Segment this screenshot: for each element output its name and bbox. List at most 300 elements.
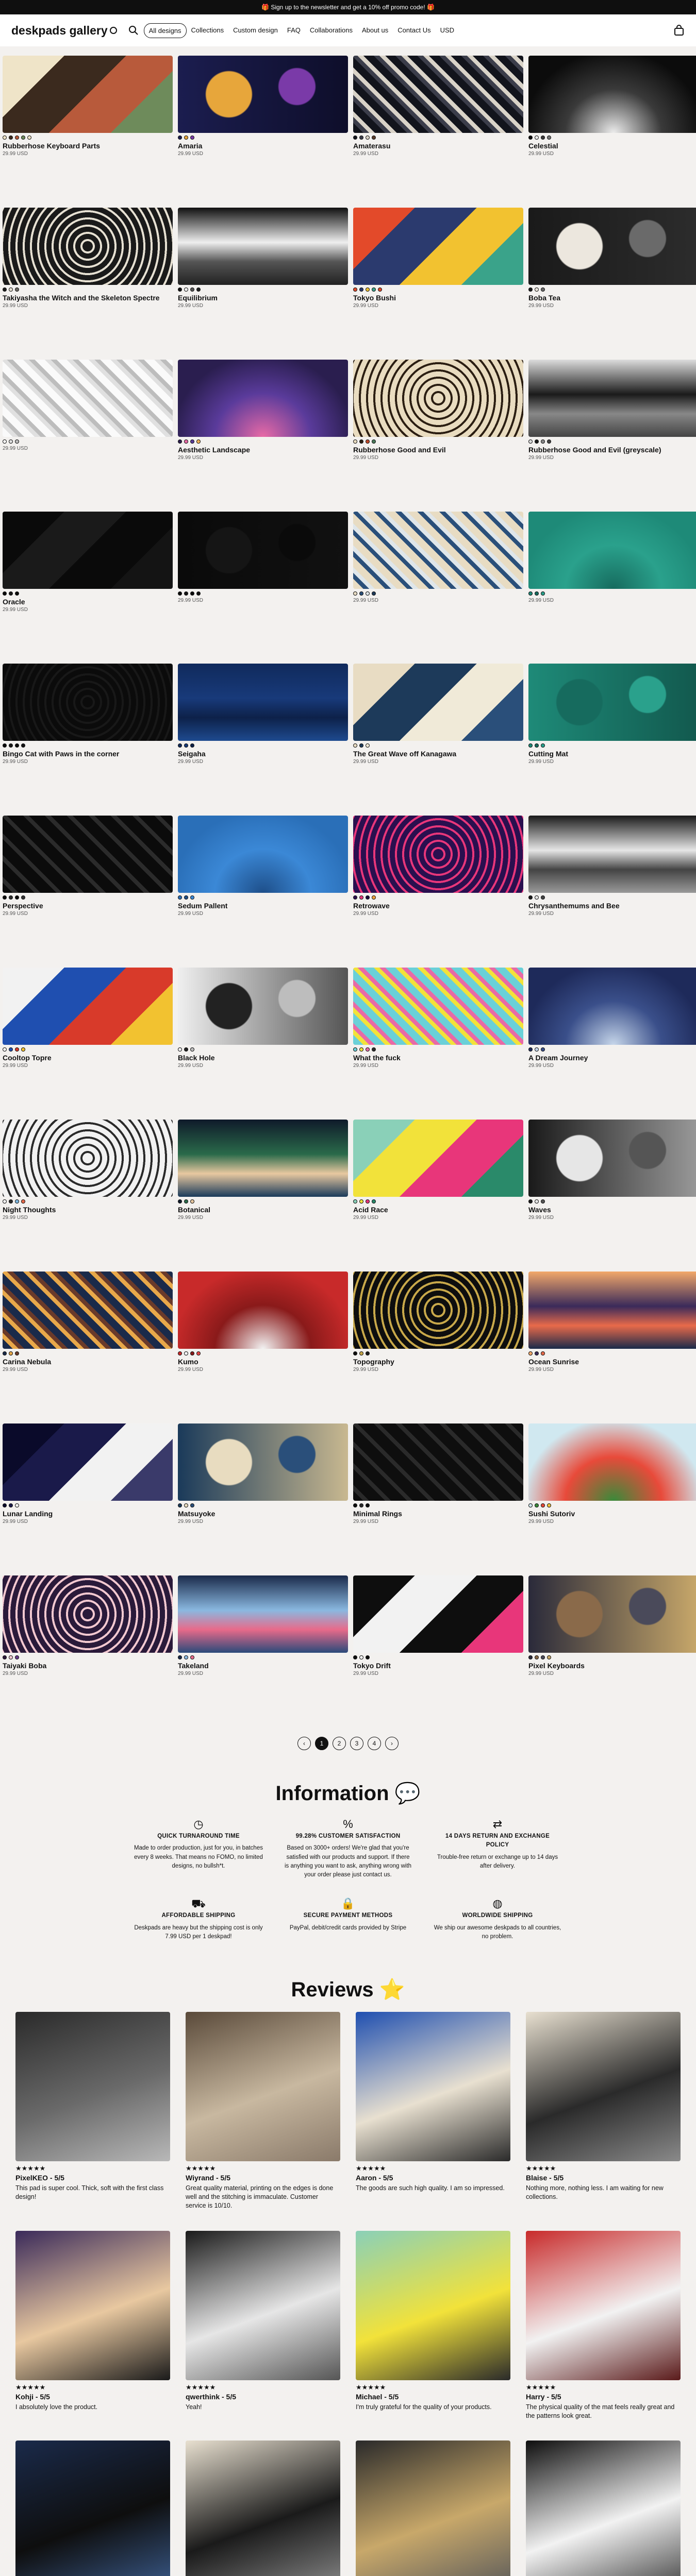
product-image[interactable]: [3, 360, 173, 437]
color-swatch[interactable]: [366, 1351, 370, 1355]
product-image[interactable]: [353, 1120, 523, 1197]
product-card[interactable]: [3, 816, 173, 968]
color-swatch[interactable]: [21, 743, 25, 748]
product-name[interactable]: Botanical: [178, 1206, 211, 1214]
color-swatch[interactable]: [547, 1503, 551, 1507]
color-swatch[interactable]: [3, 591, 7, 596]
product-name[interactable]: Takeland: [178, 1662, 209, 1670]
color-swatch[interactable]: [353, 1199, 357, 1204]
color-swatch[interactable]: [9, 135, 13, 140]
color-swatch[interactable]: [528, 135, 533, 140]
product-image[interactable]: [178, 816, 348, 893]
color-swatch[interactable]: [541, 1047, 545, 1052]
color-swatch[interactable]: [359, 1655, 363, 1659]
color-swatch[interactable]: [9, 743, 13, 748]
nav-item-collaborations[interactable]: Collaborations: [309, 26, 353, 34]
nav-item-faq[interactable]: FAQ: [287, 26, 301, 34]
product-name[interactable]: Cooltop Topre: [3, 1054, 52, 1062]
color-swatch[interactable]: [9, 1351, 13, 1355]
product-name[interactable]: Oracle: [3, 598, 25, 606]
product-card[interactable]: [528, 56, 696, 208]
product-card[interactable]: [3, 360, 173, 512]
product-name[interactable]: Sushi Sutoriv: [528, 1510, 575, 1518]
nav-item-about-us[interactable]: About us: [361, 26, 389, 34]
product-card[interactable]: [528, 968, 696, 1120]
color-swatch[interactable]: [535, 135, 539, 140]
color-swatch[interactable]: [15, 1199, 19, 1204]
color-swatch[interactable]: [372, 135, 376, 140]
product-image[interactable]: [3, 1423, 173, 1501]
color-swatch[interactable]: [21, 135, 25, 140]
color-swatch[interactable]: [178, 1503, 182, 1507]
color-swatch[interactable]: [366, 1047, 370, 1052]
product-card[interactable]: [353, 360, 523, 512]
color-swatch[interactable]: [372, 895, 376, 900]
color-swatch[interactable]: [184, 743, 188, 748]
color-swatch[interactable]: [9, 1503, 13, 1507]
color-swatch[interactable]: [541, 439, 545, 444]
product-card[interactable]: [178, 1272, 348, 1423]
color-swatch[interactable]: [535, 591, 539, 596]
product-card[interactable]: [3, 56, 173, 208]
color-swatch[interactable]: [528, 287, 533, 292]
product-name[interactable]: Chrysanthemums and Bee: [528, 902, 620, 910]
product-card[interactable]: [3, 664, 173, 816]
color-swatch[interactable]: [184, 895, 188, 900]
search-icon[interactable]: [128, 25, 139, 36]
color-swatch[interactable]: [21, 1199, 25, 1204]
product-card[interactable]: [353, 664, 523, 816]
color-swatch[interactable]: [366, 895, 370, 900]
nav-item-all-designs[interactable]: All designs: [144, 23, 187, 38]
color-swatch[interactable]: [178, 743, 182, 748]
product-name[interactable]: Perspective: [3, 902, 43, 910]
color-swatch[interactable]: [528, 1351, 533, 1355]
color-swatch[interactable]: [353, 895, 357, 900]
color-swatch[interactable]: [3, 1351, 7, 1355]
color-swatch[interactable]: [366, 1503, 370, 1507]
color-swatch[interactable]: [535, 743, 539, 748]
product-name[interactable]: What the fuck: [353, 1054, 401, 1062]
color-swatch[interactable]: [359, 1199, 363, 1204]
review-photo[interactable]: [186, 2012, 340, 2161]
product-card[interactable]: [353, 1120, 523, 1272]
product-image[interactable]: [3, 968, 173, 1045]
color-swatch[interactable]: [528, 591, 533, 596]
product-card[interactable]: [528, 1423, 696, 1575]
product-image[interactable]: [353, 816, 523, 893]
product-name[interactable]: Amaterasu: [353, 142, 391, 150]
product-name[interactable]: Acid Race: [353, 1206, 388, 1214]
color-swatch[interactable]: [178, 439, 182, 444]
product-image[interactable]: [3, 208, 173, 285]
product-card[interactable]: [3, 1575, 173, 1727]
product-card[interactable]: [3, 968, 173, 1120]
product-image[interactable]: [3, 664, 173, 741]
color-swatch[interactable]: [541, 1503, 545, 1507]
product-name[interactable]: Black Hole: [178, 1054, 215, 1062]
product-card[interactable]: [178, 1423, 348, 1575]
product-card[interactable]: [528, 664, 696, 816]
color-swatch[interactable]: [359, 439, 363, 444]
color-swatch[interactable]: [184, 591, 188, 596]
color-swatch[interactable]: [190, 1503, 194, 1507]
color-swatch[interactable]: [178, 1047, 182, 1052]
product-card[interactable]: [3, 1120, 173, 1272]
color-swatch[interactable]: [9, 287, 13, 292]
nav-item-collections[interactable]: Collections: [191, 26, 224, 34]
color-swatch[interactable]: [535, 439, 539, 444]
product-image[interactable]: [528, 208, 696, 285]
color-swatch[interactable]: [353, 1351, 357, 1355]
product-name[interactable]: Aesthetic Landscape: [178, 446, 251, 454]
color-swatch[interactable]: [184, 1199, 188, 1204]
product-card[interactable]: [178, 968, 348, 1120]
review-photo[interactable]: [526, 2231, 681, 2380]
color-swatch[interactable]: [535, 1655, 539, 1659]
product-image[interactable]: [178, 1272, 348, 1349]
product-image[interactable]: [528, 56, 696, 133]
color-swatch[interactable]: [3, 1503, 7, 1507]
product-image[interactable]: [528, 1272, 696, 1349]
color-swatch[interactable]: [541, 1351, 545, 1355]
color-swatch[interactable]: [372, 591, 376, 596]
product-image[interactable]: [178, 1120, 348, 1197]
color-swatch[interactable]: [15, 1503, 19, 1507]
review-photo[interactable]: [356, 2012, 510, 2161]
color-swatch[interactable]: [353, 439, 357, 444]
product-image[interactable]: [528, 816, 696, 893]
product-image[interactable]: [3, 512, 173, 589]
product-image[interactable]: [353, 360, 523, 437]
product-image[interactable]: [353, 1272, 523, 1349]
product-name[interactable]: Rubberhose Keyboard Parts: [3, 142, 101, 150]
review-photo[interactable]: [526, 2012, 681, 2161]
color-swatch[interactable]: [366, 743, 370, 748]
product-image[interactable]: [178, 1423, 348, 1501]
product-card[interactable]: [3, 1272, 173, 1423]
color-swatch[interactable]: [535, 1199, 539, 1204]
color-swatch[interactable]: [178, 1199, 182, 1204]
nav-item-contact-us[interactable]: Contact Us: [397, 26, 431, 34]
color-swatch[interactable]: [372, 287, 376, 292]
product-image[interactable]: [353, 968, 523, 1045]
product-name[interactable]: Boba Tea: [528, 294, 560, 302]
product-card[interactable]: [3, 1423, 173, 1575]
product-image[interactable]: [528, 360, 696, 437]
product-name[interactable]: Equilibrium: [178, 294, 218, 302]
review-photo[interactable]: [15, 2012, 170, 2161]
product-image[interactable]: [353, 512, 523, 589]
product-name[interactable]: Bingo Cat with Paws in the corner: [3, 750, 120, 758]
product-card[interactable]: [353, 816, 523, 968]
product-name[interactable]: Waves: [528, 1206, 551, 1214]
product-name[interactable]: Night Thoughts: [3, 1206, 56, 1214]
product-image[interactable]: [3, 816, 173, 893]
color-swatch[interactable]: [15, 439, 19, 444]
color-swatch[interactable]: [184, 1503, 188, 1507]
page-button[interactable]: 4: [368, 1737, 381, 1750]
product-name[interactable]: Seigaha: [178, 750, 206, 758]
product-name[interactable]: Taiyaki Boba: [3, 1662, 47, 1670]
product-image[interactable]: [178, 360, 348, 437]
product-image[interactable]: [3, 56, 173, 133]
color-swatch[interactable]: [190, 439, 194, 444]
color-swatch[interactable]: [15, 1351, 19, 1355]
color-swatch[interactable]: [366, 439, 370, 444]
review-photo[interactable]: [15, 2441, 170, 2576]
review-photo[interactable]: [186, 2231, 340, 2380]
product-card[interactable]: [178, 1575, 348, 1727]
product-card[interactable]: [528, 208, 696, 360]
color-swatch[interactable]: [9, 1655, 13, 1659]
product-image[interactable]: [178, 56, 348, 133]
product-name[interactable]: Cutting Mat: [528, 750, 568, 758]
product-card[interactable]: [3, 208, 173, 360]
color-swatch[interactable]: [528, 1199, 533, 1204]
color-swatch[interactable]: [196, 439, 201, 444]
color-swatch[interactable]: [535, 1047, 539, 1052]
color-swatch[interactable]: [21, 895, 25, 900]
color-swatch[interactable]: [366, 591, 370, 596]
color-swatch[interactable]: [366, 1655, 370, 1659]
color-swatch[interactable]: [15, 1655, 19, 1659]
color-swatch[interactable]: [541, 1655, 545, 1659]
product-card[interactable]: [528, 360, 696, 512]
product-image[interactable]: [178, 664, 348, 741]
nav-item-custom-design[interactable]: Custom design: [233, 26, 278, 34]
product-name[interactable]: Matsuyoke: [178, 1510, 216, 1518]
color-swatch[interactable]: [178, 287, 182, 292]
color-swatch[interactable]: [528, 1655, 533, 1659]
color-swatch[interactable]: [528, 1047, 533, 1052]
product-card[interactable]: [528, 1575, 696, 1727]
color-swatch[interactable]: [547, 1655, 551, 1659]
product-image[interactable]: [528, 664, 696, 741]
color-swatch[interactable]: [528, 743, 533, 748]
product-card[interactable]: [178, 360, 348, 512]
color-swatch[interactable]: [27, 135, 31, 140]
page-button[interactable]: 3: [350, 1737, 363, 1750]
color-swatch[interactable]: [372, 1047, 376, 1052]
review-photo[interactable]: [356, 2231, 510, 2380]
product-name[interactable]: The Great Wave off Kanagawa: [353, 750, 457, 758]
color-swatch[interactable]: [9, 1047, 13, 1052]
color-swatch[interactable]: [178, 135, 182, 140]
color-swatch[interactable]: [15, 1047, 19, 1052]
color-swatch[interactable]: [184, 439, 188, 444]
color-swatch[interactable]: [3, 1199, 7, 1204]
color-swatch[interactable]: [190, 1047, 194, 1052]
product-image[interactable]: [178, 512, 348, 589]
product-card[interactable]: [178, 208, 348, 360]
color-swatch[interactable]: [366, 135, 370, 140]
logo[interactable]: [11, 24, 117, 38]
color-swatch[interactable]: [547, 439, 551, 444]
product-image[interactable]: [178, 968, 348, 1045]
color-swatch[interactable]: [196, 591, 201, 596]
review-photo[interactable]: [526, 2441, 681, 2576]
color-swatch[interactable]: [190, 135, 194, 140]
nav-item-usd[interactable]: USD: [440, 26, 455, 34]
product-image[interactable]: [353, 1575, 523, 1653]
product-card[interactable]: [178, 816, 348, 968]
review-photo[interactable]: [15, 2231, 170, 2380]
color-swatch[interactable]: [9, 895, 13, 900]
page-button[interactable]: 2: [333, 1737, 346, 1750]
color-swatch[interactable]: [353, 287, 357, 292]
product-name[interactable]: Rubberhose Good and Evil (greyscale): [528, 446, 661, 454]
color-swatch[interactable]: [178, 895, 182, 900]
color-swatch[interactable]: [541, 591, 545, 596]
product-image[interactable]: [353, 1423, 523, 1501]
product-name[interactable]: Takiyasha the Witch and the Skeleton Spectre: [3, 294, 160, 302]
review-photo[interactable]: [356, 2441, 510, 2576]
product-card[interactable]: [353, 1423, 523, 1575]
product-name[interactable]: Amaria: [178, 142, 203, 150]
product-card[interactable]: [528, 816, 696, 968]
product-image[interactable]: [528, 512, 696, 589]
product-name[interactable]: Pixel Keyboards: [528, 1662, 585, 1670]
product-card[interactable]: [353, 512, 523, 664]
page-button[interactable]: ‹: [297, 1737, 311, 1750]
color-swatch[interactable]: [366, 1199, 370, 1204]
color-swatch[interactable]: [378, 287, 382, 292]
color-swatch[interactable]: [3, 287, 7, 292]
product-name[interactable]: Tokyo Bushi: [353, 294, 396, 302]
color-swatch[interactable]: [541, 743, 545, 748]
product-image[interactable]: [3, 1120, 173, 1197]
color-swatch[interactable]: [541, 895, 545, 900]
product-image[interactable]: [528, 1120, 696, 1197]
color-swatch[interactable]: [541, 1199, 545, 1204]
color-swatch[interactable]: [353, 1047, 357, 1052]
color-swatch[interactable]: [190, 287, 194, 292]
color-swatch[interactable]: [359, 1503, 363, 1507]
product-card[interactable]: [353, 968, 523, 1120]
product-name[interactable]: Ocean Sunrise: [528, 1358, 579, 1366]
product-image[interactable]: [178, 208, 348, 285]
product-image[interactable]: [3, 1272, 173, 1349]
color-swatch[interactable]: [3, 743, 7, 748]
color-swatch[interactable]: [15, 743, 19, 748]
page-button[interactable]: ›: [385, 1737, 399, 1750]
product-card[interactable]: [353, 1272, 523, 1423]
color-swatch[interactable]: [547, 135, 551, 140]
product-name[interactable]: Rubberhose Good and Evil: [353, 446, 446, 454]
color-swatch[interactable]: [184, 287, 188, 292]
product-name[interactable]: Celestial: [528, 142, 558, 150]
product-name[interactable]: A Dream Journey: [528, 1054, 588, 1062]
color-swatch[interactable]: [3, 135, 7, 140]
product-image[interactable]: [353, 208, 523, 285]
color-swatch[interactable]: [353, 743, 357, 748]
product-card[interactable]: [353, 208, 523, 360]
color-swatch[interactable]: [528, 1503, 533, 1507]
product-image[interactable]: [528, 1423, 696, 1501]
color-swatch[interactable]: [196, 287, 201, 292]
color-swatch[interactable]: [190, 591, 194, 596]
product-card[interactable]: [528, 512, 696, 664]
product-image[interactable]: [3, 1575, 173, 1653]
product-card[interactable]: [178, 512, 348, 664]
color-swatch[interactable]: [359, 135, 363, 140]
color-swatch[interactable]: [353, 1655, 357, 1659]
product-image[interactable]: [353, 664, 523, 741]
product-card[interactable]: [178, 1120, 348, 1272]
color-swatch[interactable]: [184, 1047, 188, 1052]
bag-icon[interactable]: [673, 25, 685, 36]
color-swatch[interactable]: [366, 287, 370, 292]
color-swatch[interactable]: [9, 591, 13, 596]
product-image[interactable]: [528, 968, 696, 1045]
page-button[interactable]: 1: [315, 1737, 328, 1750]
color-swatch[interactable]: [184, 1655, 188, 1659]
color-swatch[interactable]: [372, 1199, 376, 1204]
color-swatch[interactable]: [15, 591, 19, 596]
color-swatch[interactable]: [178, 1351, 182, 1355]
color-swatch[interactable]: [359, 1047, 363, 1052]
color-swatch[interactable]: [190, 1351, 194, 1355]
product-image[interactable]: [353, 56, 523, 133]
color-swatch[interactable]: [190, 743, 194, 748]
color-swatch[interactable]: [535, 1351, 539, 1355]
color-swatch[interactable]: [528, 895, 533, 900]
product-image[interactable]: [528, 1575, 696, 1653]
color-swatch[interactable]: [9, 439, 13, 444]
color-swatch[interactable]: [372, 439, 376, 444]
color-swatch[interactable]: [190, 1199, 194, 1204]
color-swatch[interactable]: [3, 1655, 7, 1659]
color-swatch[interactable]: [353, 135, 357, 140]
color-swatch[interactable]: [359, 591, 363, 596]
color-swatch[interactable]: [15, 287, 19, 292]
color-swatch[interactable]: [359, 1351, 363, 1355]
color-swatch[interactable]: [178, 591, 182, 596]
product-card[interactable]: [353, 56, 523, 208]
color-swatch[interactable]: [184, 135, 188, 140]
product-image[interactable]: [178, 1575, 348, 1653]
color-swatch[interactable]: [528, 439, 533, 444]
color-swatch[interactable]: [359, 287, 363, 292]
color-swatch[interactable]: [3, 895, 7, 900]
color-swatch[interactable]: [3, 1047, 7, 1052]
color-swatch[interactable]: [353, 1503, 357, 1507]
color-swatch[interactable]: [190, 1655, 194, 1659]
color-swatch[interactable]: [535, 1503, 539, 1507]
color-swatch[interactable]: [541, 135, 545, 140]
color-swatch[interactable]: [541, 287, 545, 292]
color-swatch[interactable]: [190, 895, 194, 900]
product-name[interactable]: Minimal Rings: [353, 1510, 402, 1518]
product-card[interactable]: [528, 1272, 696, 1423]
product-name[interactable]: Carina Nebula: [3, 1358, 52, 1366]
color-swatch[interactable]: [535, 895, 539, 900]
review-photo[interactable]: [186, 2441, 340, 2576]
color-swatch[interactable]: [535, 287, 539, 292]
product-name[interactable]: Tokyo Drift: [353, 1662, 391, 1670]
color-swatch[interactable]: [21, 1047, 25, 1052]
product-card[interactable]: [353, 1575, 523, 1727]
color-swatch[interactable]: [178, 1655, 182, 1659]
color-swatch[interactable]: [353, 591, 357, 596]
color-swatch[interactable]: [15, 135, 19, 140]
product-card[interactable]: [178, 664, 348, 816]
color-swatch[interactable]: [3, 439, 7, 444]
product-name[interactable]: Kumo: [178, 1358, 198, 1366]
color-swatch[interactable]: [196, 1351, 201, 1355]
product-card[interactable]: [178, 56, 348, 208]
